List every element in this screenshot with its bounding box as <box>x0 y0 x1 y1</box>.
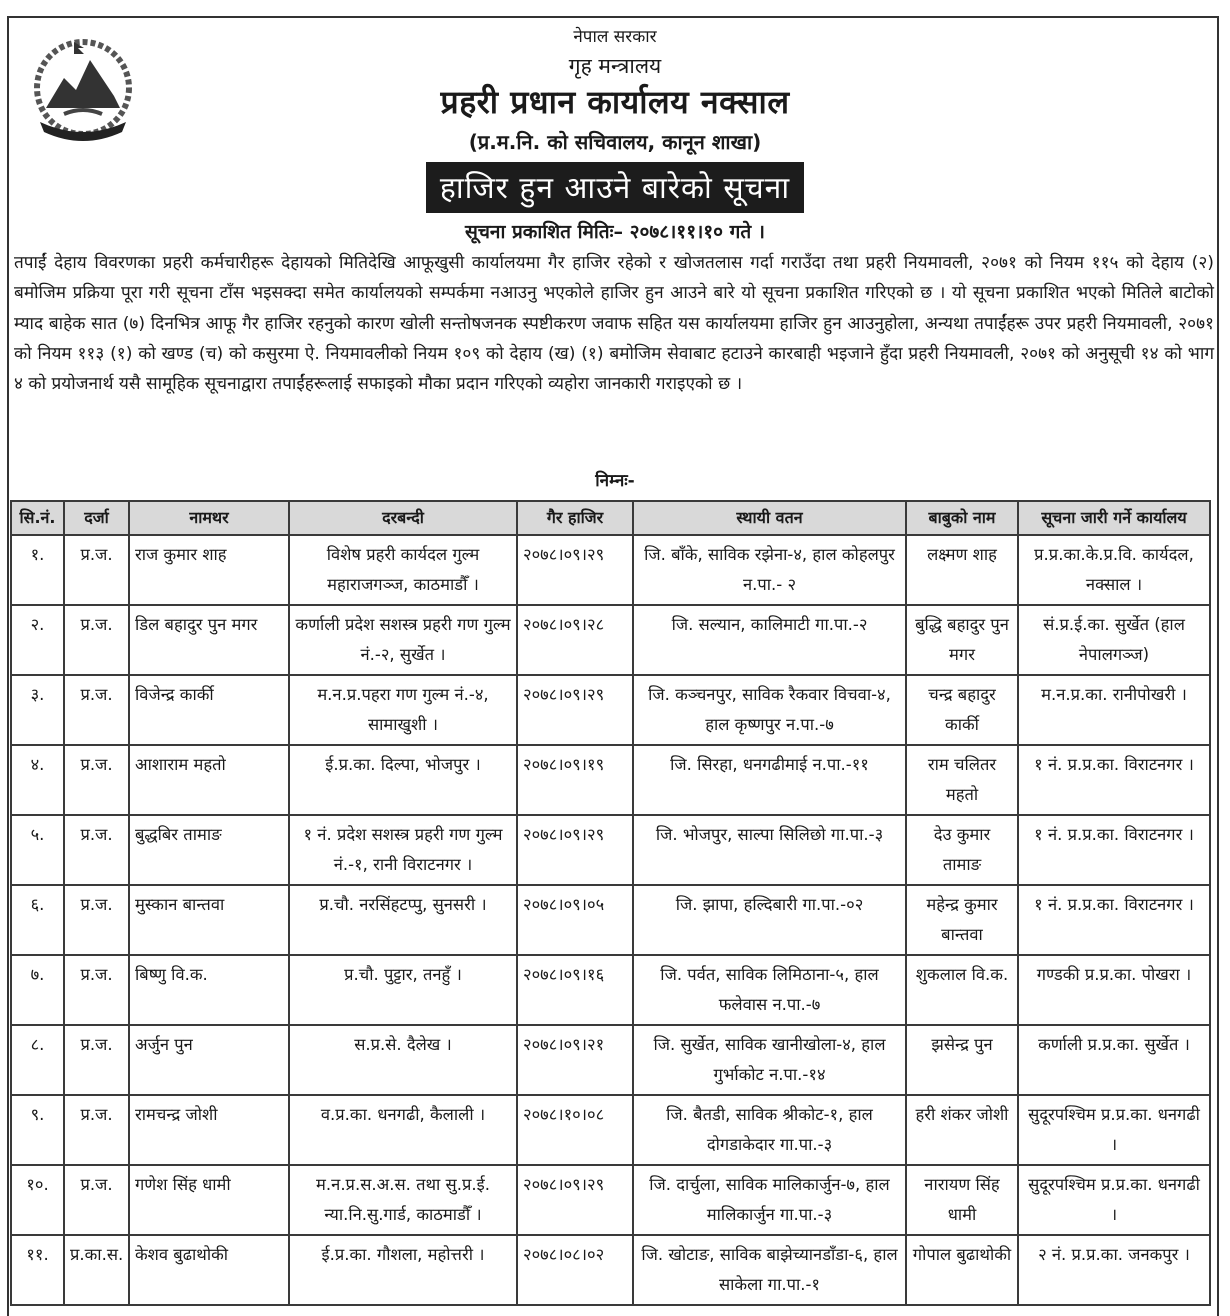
cell-name: केशव बुढाथोकी <box>129 1235 289 1305</box>
cell-absent-since: २०७८।०८।०२ <box>517 1235 633 1305</box>
cell-absent-since: २०७८।०९।२९ <box>517 535 633 605</box>
cell-issuing-office: म.न.प्र.का. रानीपोखरी । <box>1018 675 1210 745</box>
cell-absent-since: २०७८।०९।०५ <box>517 885 633 955</box>
cell-posting: प्र.चौ. नरसिंहटप्पु, सुनसरी । <box>289 885 517 955</box>
table-row <box>11 815 1210 885</box>
cell-sn: ७. <box>11 955 64 1025</box>
cell-name: विजेन्द्र कार्की <box>129 675 289 745</box>
cell-father-name: राम चलितर महतो <box>906 745 1018 815</box>
cell-issuing-office: २ नं. प्र.प्र.का. जनकपुर । <box>1018 1235 1210 1305</box>
cell-rank: प्र.ज. <box>64 885 129 955</box>
cell-absent-since: २०७८।०९।२८ <box>517 605 633 675</box>
cell-father-name: हरी शंकर जोशी <box>906 1095 1018 1165</box>
cell-sn: ६. <box>11 885 64 955</box>
col-header-permanent-address: स्थायी वतन <box>633 501 906 535</box>
cell-name: गणेश सिंह धामी <box>129 1165 289 1235</box>
cell-sn: ३. <box>11 675 64 745</box>
cell-address: जि. बैतडी, साविक श्रीकोट-१, हाल दोगडाकेदार गा.पा.-३ <box>633 1095 906 1165</box>
cell-sn: ५. <box>11 815 64 885</box>
cell-name: बिष्णु वि.क. <box>129 955 289 1025</box>
cell-father-name: शुकलाल वि.क. <box>906 955 1018 1025</box>
cell-rank: प्र.का.स. <box>64 1235 129 1305</box>
cell-sn: ४. <box>11 745 64 815</box>
cell-address: जि. झापा, हल्दिबारी गा.पा.-०२ <box>633 885 906 955</box>
cell-father-name: बुद्धि बहादुर पुन मगर <box>906 605 1018 675</box>
cell-sn: १. <box>11 535 64 605</box>
table-row <box>11 1095 1210 1165</box>
cell-posting: ई.प्र.का. गौशला, महोत्तरी । <box>289 1235 517 1305</box>
col-header-sn: सि.नं. <box>11 501 64 535</box>
notice-title-banner: हाजिर हुन आउने बारेको सूचना <box>426 162 804 213</box>
cell-name: डिल बहादुर पुन मगर <box>129 605 289 675</box>
cell-issuing-office: सुदूरपश्चिम प्र.प्र.का. धनगढी । <box>1018 1165 1210 1235</box>
table-row <box>11 1235 1210 1305</box>
cell-issuing-office: १ नं. प्र.प्र.का. विराटनगर । <box>1018 815 1210 885</box>
cell-rank: प्र.ज. <box>64 955 129 1025</box>
cell-posting: १ नं. प्रदेश सशस्त्र प्रहरी गण गुल्म नं.-१, रानी विराटनगर । <box>289 815 517 885</box>
cell-rank: प्र.ज. <box>64 745 129 815</box>
cell-father-name: महेन्द्र कुमार बान्तवा <box>906 885 1018 955</box>
cell-absent-since: २०७८।०९।१९ <box>517 745 633 815</box>
cell-name: रामचन्द्र जोशी <box>129 1095 289 1165</box>
table-row <box>11 675 1210 745</box>
cell-father-name: लक्ष्मण शाह <box>906 535 1018 605</box>
col-header-rank: दर्जा <box>64 501 129 535</box>
cell-issuing-office: कर्णाली प्र.प्र.का. सुर्खेत । <box>1018 1025 1210 1095</box>
cell-absent-since: २०७८।०९।२९ <box>517 815 633 885</box>
table-row <box>11 1165 1210 1235</box>
table-row <box>11 885 1210 955</box>
cell-father-name: नारायण सिंह धामी <box>906 1165 1018 1235</box>
cell-address: जि. सुर्खेत, साविक खानीखोला-४, हाल गुर्भाकोट न.पा.-१४ <box>633 1025 906 1095</box>
cell-issuing-office: प्र.प्र.का.के.प्र.वि. कार्यदल, नक्साल । <box>1018 535 1210 605</box>
cell-issuing-office: सुदूरपश्चिम प्र.प्र.का. धनगढी । <box>1018 1095 1210 1165</box>
table-row <box>11 535 1210 605</box>
office-title: प्रहरी प्रधान कार्यालय नक्साल <box>440 83 790 121</box>
cell-posting: विशेष प्रहरी कार्यदल गुल्म महाराजगञ्ज, काठमाडौँ । <box>289 535 517 605</box>
cell-name: अर्जुन पुन <box>129 1025 289 1095</box>
table-row <box>11 745 1210 815</box>
absentee-table <box>10 500 1211 1306</box>
cell-rank: प्र.ज. <box>64 535 129 605</box>
cell-father-name: झसेन्द्र पुन <box>906 1025 1018 1095</box>
published-date: सूचना प्रकाशित मितिः– २०७८।११।१० गते । <box>465 221 765 243</box>
cell-absent-since: २०७८।०९।२९ <box>517 675 633 745</box>
cell-absent-since: २०७८।०९।१६ <box>517 955 633 1025</box>
cell-issuing-office: सं.प्र.ई.का. सुर्खेत (हाल नेपालगञ्ज) <box>1018 605 1210 675</box>
cell-address: जि. सिरहा, धनगढीमाई न.पा.-११ <box>633 745 906 815</box>
col-header-name: नामथर <box>129 501 289 535</box>
table-row <box>11 955 1210 1025</box>
list-heading: निम्नः- <box>595 471 635 491</box>
cell-sn: २. <box>11 605 64 675</box>
col-header-posting: दरबन्दी <box>289 501 517 535</box>
cell-name: राज कुमार शाह <box>129 535 289 605</box>
cell-posting: व.प्र.का. धनगढी, कैलाली । <box>289 1095 517 1165</box>
cell-posting: म.न.प्र.स.अ.स. तथा सु.प्र.ई. न्या.नि.सु.गार्ड, काठमाडौँ । <box>289 1165 517 1235</box>
cell-sn: १०. <box>11 1165 64 1235</box>
col-header-absent-since: गैर हाजिर <box>517 501 633 535</box>
cell-father-name: चन्द्र बहादुर कार्की <box>906 675 1018 745</box>
cell-address: जि. सल्यान, कालिमाटी गा.पा.-२ <box>633 605 906 675</box>
cell-address: जि. बाँके, साविक रझेना-४, हाल कोहलपुर न.पा.- २ <box>633 535 906 605</box>
cell-name: बुद्धबिर तामाङ <box>129 815 289 885</box>
cell-name: मुस्कान बान्तवा <box>129 885 289 955</box>
table-row <box>11 605 1210 675</box>
cell-rank: प्र.ज. <box>64 1025 129 1095</box>
branch-subtitle: (प्र.म.नि. को सचिवालय, कानून शाखा) <box>468 130 762 154</box>
cell-address: जि. खोटाङ, साविक बाझेच्यानडाँडा-६, हाल साकेला गा.पा.-१ <box>633 1235 906 1305</box>
cell-posting: प्र.चौ. पुट्टार, तनहुँ । <box>289 955 517 1025</box>
table-header-row <box>11 501 1210 535</box>
cell-posting: कर्णाली प्रदेश सशस्त्र प्रहरी गण गुल्म नं.-२, सुर्खेत । <box>289 605 517 675</box>
col-header-issuing-office: सूचना जारी गर्ने कार्यालय <box>1018 501 1210 535</box>
ministry-label: गृह मन्त्रालय <box>568 54 662 78</box>
cell-address: जि. पर्वत, साविक लिमिठाना-५, हाल फलेवास न.पा.-७ <box>633 955 906 1025</box>
cell-posting: ई.प्र.का. दिल्पा, भोजपुर । <box>289 745 517 815</box>
cell-address: जि. दार्चुला, साविक मालिकार्जुन-७, हाल मालिकार्जुन गा.पा.-३ <box>633 1165 906 1235</box>
cell-absent-since: २०७८।०९।२९ <box>517 1165 633 1235</box>
government-label: नेपाल सरकार <box>573 27 657 47</box>
cell-address: जि. कञ्चनपुर, साविक रैकवार विचवा-४, हाल कृष्णपुर न.पा.-७ <box>633 675 906 745</box>
cell-posting: स.प्र.से. दैलेख । <box>289 1025 517 1095</box>
cell-sn: ११. <box>11 1235 64 1305</box>
cell-absent-since: २०७८।०९।२१ <box>517 1025 633 1095</box>
cell-address: जि. भोजपुर, साल्पा सिलिछो गा.पा.-३ <box>633 815 906 885</box>
notice-body-paragraph: तपाईं देहाय विवरणका प्रहरी कर्मचारीहरू देहायको मितिदेखि आफूखुसी कार्यालयमा गैर हाजिर रहेको र खोजतलास गर्दा गराउँदा तथा प्रहरी नियमावली, २०७१ को नियम ११५ को देहाय (२) बमोजिम प्रक्रिया पूरा गरी सूचना टाँस भइसक्दा समेत कार्यालयको सम्पर्कमा नआउनु भएकोले हाजिर हुन आउने बारे यो सूचना प्रकाशित गरिएको छ । यो सूचना प्रकाशित भएको मितिले बाटोको म्याद बाहेक सात (७) दिनभित्र आफू गैर हाजिर रहनुको कारण खोली सन्तोषजनक स्पष्टीकरण जवाफ सहित यस कार्यालयमा हाजिर हुन आउनुहोला, अन्यथा तपाईंहरू उपर प्रहरी नियमावली, २०७१ को नियम ११३ (१) को खण्ड (च) को कसुरमा ऐ. नियमावलीको नियम १०९ को देहाय (ख) (१) बमोजिम सेवाबाट हटाउने कारबाही भइजाने हुँदा प्रहरी नियमावली, २०७१ को अनुसूची १४ को भाग ४ को प्रयोजनार्थ यसै सामूहिक सूचनाद्वारा तपाईंहरूलाई सफाइको मौका प्रदान गरिएको व्यहोरा जानकारी गराइएको छ । <box>14 253 1214 395</box>
cell-issuing-office: १ नं. प्र.प्र.का. विराटनगर । <box>1018 885 1210 955</box>
cell-rank: प्र.ज. <box>64 815 129 885</box>
cell-issuing-office: गण्डकी प्र.प्र.का. पोखरा । <box>1018 955 1210 1025</box>
col-header-father-name: बाबुको नाम <box>906 501 1018 535</box>
cell-father-name: गोपाल बुढाथोकी <box>906 1235 1018 1305</box>
cell-rank: प्र.ज. <box>64 1165 129 1235</box>
cell-sn: ९. <box>11 1095 64 1165</box>
table-row <box>11 1025 1210 1095</box>
cell-father-name: देउ कुमार तामाङ <box>906 815 1018 885</box>
cell-rank: प्र.ज. <box>64 675 129 745</box>
cell-rank: प्र.ज. <box>64 1095 129 1165</box>
cell-sn: ८. <box>11 1025 64 1095</box>
cell-absent-since: २०७८।१०।०८ <box>517 1095 633 1165</box>
cell-posting: म.न.प्र.पहरा गण गुल्म नं.-४, सामाखुशी । <box>289 675 517 745</box>
cell-issuing-office: १ नं. प्र.प्र.का. विराटनगर । <box>1018 745 1210 815</box>
cell-name: आशाराम महतो <box>129 745 289 815</box>
cell-rank: प्र.ज. <box>64 605 129 675</box>
